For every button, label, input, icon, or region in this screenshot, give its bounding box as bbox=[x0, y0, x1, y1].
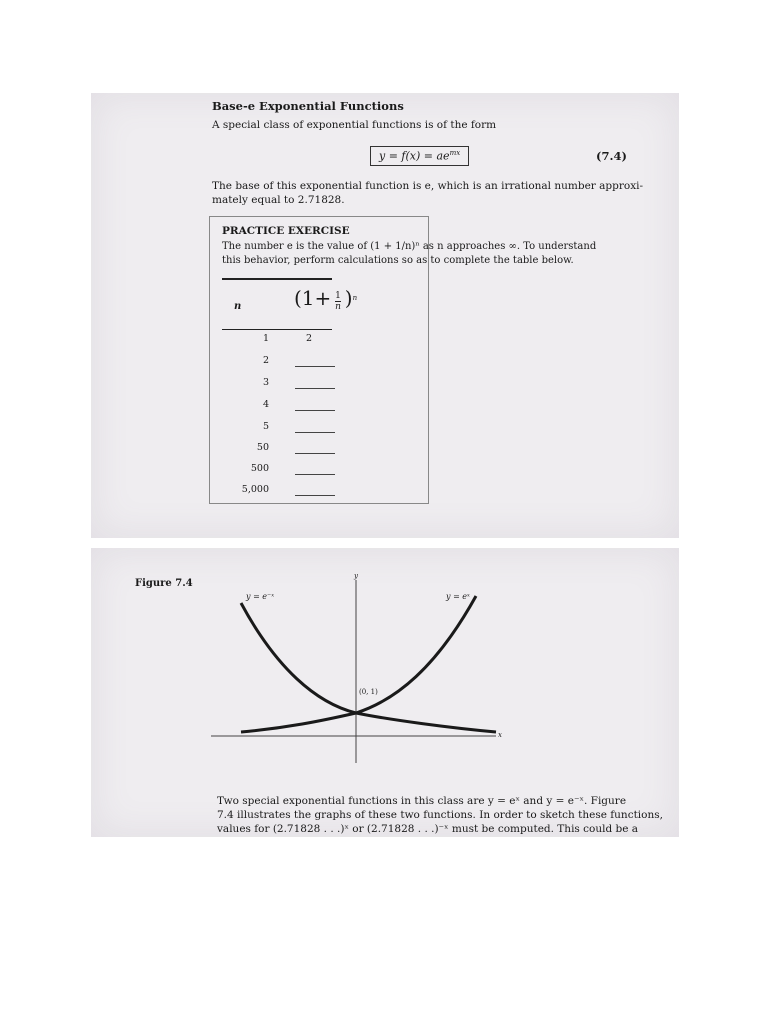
table-row-n-3: 3 bbox=[262, 377, 269, 388]
y-axis-label: y bbox=[354, 572, 358, 580]
curve-e-x bbox=[241, 596, 476, 732]
table-header-n: n bbox=[234, 301, 242, 312]
caption-line-1: Two special exponential functions in this class are y = eˣ and y = e⁻ˣ. Figure bbox=[217, 795, 627, 807]
curve-right-label: y = eˣ bbox=[446, 592, 470, 601]
table-row-value-1: 2 bbox=[306, 333, 313, 344]
table-row-n-500: 500 bbox=[250, 463, 269, 474]
table-row-blank-500 bbox=[295, 474, 335, 475]
figure-label: Figure 7.4 bbox=[135, 578, 193, 589]
expr-denominator: n bbox=[335, 302, 341, 312]
expr-numerator: 1 bbox=[335, 291, 341, 301]
expr-open: (1+ bbox=[294, 286, 332, 310]
table-header-expression bbox=[294, 286, 357, 312]
table-row-n-1: 1 bbox=[262, 333, 269, 344]
expr-fraction bbox=[335, 291, 341, 312]
point-label: (0, 1) bbox=[359, 688, 378, 696]
practice-exercise-content bbox=[209, 216, 597, 502]
base-text-line-2: mately equal to 2.71828. bbox=[212, 194, 345, 206]
table-row-blank-3 bbox=[295, 388, 335, 389]
formula-exponent: mx bbox=[449, 149, 461, 157]
caption-line-2: 7.4 illustrates the graphs of these two functions. In order to sketch these functions, bbox=[217, 809, 663, 821]
table-header-rule bbox=[222, 329, 332, 330]
curve-left-label: y = e⁻ˣ bbox=[246, 592, 275, 601]
caption-line-3: values for (2.71828 . . .)ˣ or (2.71828 . . .)⁻ˣ must be computed. This could be a bbox=[217, 823, 639, 835]
exercise-line-2: this behavior, perform calculations so as to complete the table below. bbox=[222, 255, 574, 266]
curve-e-neg-x bbox=[241, 603, 496, 732]
equation-number: (7.4) bbox=[596, 149, 627, 163]
scanned-page-top bbox=[91, 93, 679, 538]
table-row-blank-2 bbox=[295, 366, 335, 367]
intro-text: A special class of exponential functions is of the form bbox=[212, 119, 497, 131]
section-title: Base-e Exponential Functions bbox=[212, 99, 404, 113]
table-row-blank-5000 bbox=[295, 495, 335, 496]
table-row-n-50: 50 bbox=[256, 442, 269, 453]
expr-power: n bbox=[352, 294, 358, 302]
exercise-line-1: The number e is the value of (1 + 1/n)ⁿ as n approaches ∞. To understand bbox=[222, 241, 597, 252]
exercise-title: PRACTICE EXERCISE bbox=[222, 225, 350, 237]
table-row-blank-5 bbox=[295, 432, 335, 433]
table-row-n-5000: 5,000 bbox=[241, 484, 269, 495]
table-row-n-4: 4 bbox=[262, 399, 269, 410]
formula-box bbox=[370, 146, 469, 166]
scanned-page-bottom bbox=[91, 548, 679, 837]
table-row-blank-50 bbox=[295, 453, 335, 454]
table-row-n-2: 2 bbox=[262, 355, 269, 366]
x-axis-label: x bbox=[498, 731, 502, 739]
table-row-n-5: 5 bbox=[262, 421, 269, 432]
expr-close: ) bbox=[344, 286, 353, 310]
formula-text: y = f(x) = ae bbox=[379, 149, 450, 163]
base-text-line-1: The base of this exponential function is e, which is an irrational number approxi- bbox=[212, 180, 644, 192]
table-row-blank-4 bbox=[295, 410, 335, 411]
table-top-rule bbox=[222, 278, 332, 280]
